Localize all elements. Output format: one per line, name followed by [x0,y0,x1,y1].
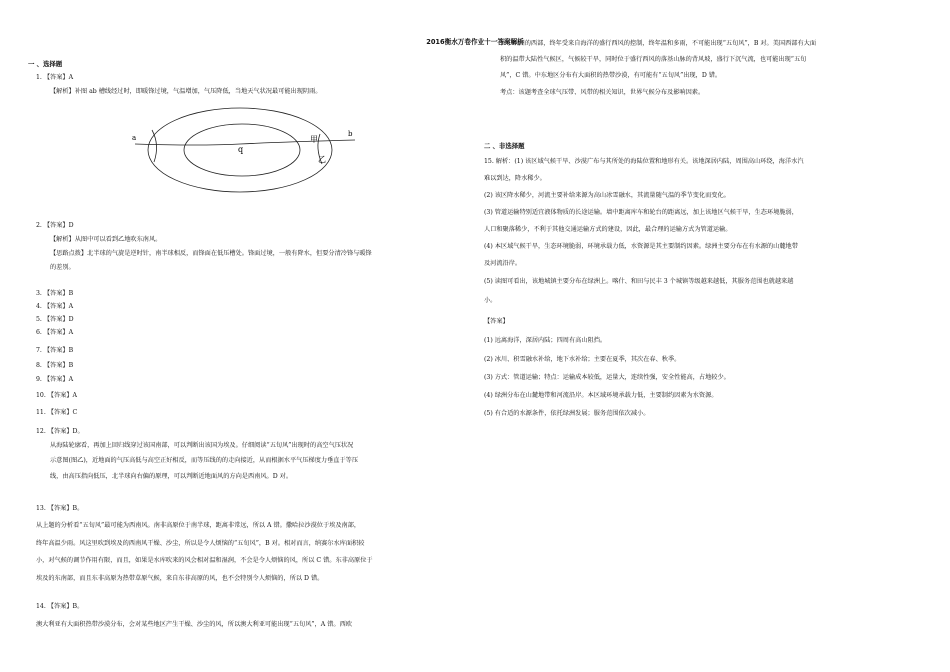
left-line: 【解析】补图 ab 槽线经过时，即暖锋过境，气温增加，气压降低，当地天气状况最可能出现阴雨。 [50,88,322,95]
right-line: (5) 有合适的水源条件，依托绿洲发展；服务范围依次减小。 [484,410,650,417]
left-line: 11. 【答案】C [36,409,78,416]
right-line: 风”，C 错。中东地区分布有大面积的热带沙漠，有可能有“五旬风”出现，D 错。 [500,72,722,79]
left-line: 从上题的分析看“五旬风”最可能为西南风。南非高原位于南半球，距离非常远，所以 A 错。撒哈拉沙漠位于埃及南部， [36,522,361,529]
left-line: 7. 【答案】B [36,347,74,354]
right-line: 及河流沿岸。 [484,260,522,267]
label-yi: 乙 [318,155,326,164]
right-line: 15. 解析：(1) 该区域气候干旱、沙漠广布与其所处的海陆位置和地形有关。该地深居内陆，周围高山环绕，海洋水汽 [484,158,804,165]
left-line: 【解析】从图中可以看到乙地吹东南风。 [50,236,162,243]
right-line: (4) 绿洲分布在山麓地带和河流沿岸。本区域环境承载力低，主要制约因素为水资源。 [484,392,718,399]
label-center: q [238,145,244,154]
label-b: b [348,130,353,138]
section-heading: 一 、选择题 [28,60,63,68]
front-a-curve [152,130,157,162]
right-line: 【答案】 [484,318,509,325]
left-line: 从海陆轮廓看，再加上回归线穿过该国南部，可以判断出该国为埃及。仔细阅读“五旬风”出现时的高空气压状况 [50,442,354,449]
left-line: 澳大利亚有大面积热带沙漠分布，会对某些地区产生干燥、沙尘的风，所以澳大利亚可能出现“五旬风”，A 错。西欧 [36,621,352,628]
right-line: (1) 远离海洋，深居内陆；四周有高山阻挡。 [484,337,607,344]
left-line: 线，由高压指向低压，北半球向右偏的原理，可以判断近地面风的方向是西南风。D 对。 [50,473,293,480]
right-line: 考点：该题考查全球气压带、风带的相关知识，世界气候分布及影响因素。 [500,89,705,96]
right-line: (3) 方式：管道运输；特点：运输成本较低，运量大，连续性强，安全性能高，占地较少。 [484,374,730,381]
right-line: 积的温带大陆性气候区，气候较干旱，同时位于盛行西风的落基山脉的背风坡，盛行下沉气流，也可能出现“五旬 [500,56,807,63]
left-line: 4. 【答案】A [36,303,74,310]
right-line: (2) 冰川、积雪融水补给，地下水补给；主要在夏季，其次在春、秋季。 [484,356,681,363]
right-line: (2) 该区降水稀少，河流主要补给来源为高山冰雪融水，其流量随气温的季节变化而变化。 [484,192,730,199]
label-a: a [132,134,137,142]
right-line: 位于欧洲的西部，终年受来自海洋的盛行西风的控制，终年温和多雨，不可能出现“五旬风”，B 对。美国西部有大面 [500,40,817,47]
left-line: 埃及的东南部，而且东非高原为热带草原气候，来自东非高原的风，也不会特别令人烦恼的，所以 D 错。 [36,575,324,582]
label-jia: 甲 [310,135,318,144]
left-line: 的差别。 [50,264,75,271]
right-line: (3) 管道运输特别适宜液体物质的长途运输。墙中距离库车和轮台的距离远，加上该地区气候干旱，生态环境脆弱， [484,209,798,216]
weather-diagram [130,100,360,200]
left-line: 8. 【答案】B [36,362,74,369]
left-line: 12. 【答案】D。 [36,428,84,435]
right-line: (5) 读图可看出，该地城镇主要分布在绿洲上。喀什、和田与民丰 3 个城镇等级越来越低，其服务范围也就越来越 [484,278,794,285]
right-line: (4) 本区域气候干旱，生态环境脆弱，环境承载力低，水资源是其主要制约因素。绿洲主要分布在有水源的山麓地带 [484,243,798,250]
left-line: 【思路点拨】北半球的气旋是逆时针，南半球相反，而锋面在低压槽处。锋面过境，一般有降水，但要分清冷锋与暖锋 [50,250,372,257]
left-line: 小，对气候的调节作用有限，而且，如果是水库吹来的风会相对温和湿润，不会是令人烦恼的风，所以 C 错。东非高原位于 [36,557,373,564]
section-heading: 二 、非选择题 [484,142,525,150]
left-line: 1. 【答案】A [36,74,74,81]
left-line: 3. 【答案】B [36,290,74,297]
trough-line-ab [135,140,355,145]
right-line: 难以到达，降水稀少。 [484,175,546,182]
left-line: 13. 【答案】B。 [36,505,84,512]
page-title: 2016衡水万卷作业十一答案解析 [426,38,524,46]
left-line: 终年高温少雨。风这里吹到埃及的西南风干燥、沙尘，所以是令人烦恼的“五旬风”，B 对。相对而言，纳赛尔水库面积较 [36,540,365,547]
left-line: 9. 【答案】A [36,376,74,383]
left-line: 5. 【答案】D [36,316,74,323]
left-line: 6. 【答案】A [36,329,74,336]
left-line: 示意图(图乙)，近地面的气压高低与高空正好相反，而等压线的的走向接近，从而根据水平气压梯度力垂直于等压 [50,457,359,464]
left-line: 14. 【答案】B。 [36,603,84,610]
right-line: 小。 [484,297,497,304]
right-line: 人口和聚落稀少，不利于其他交通运输方式的建设，因此，最合理的运输方式为管道运输。 [484,226,732,233]
left-line: 10. 【答案】A [36,392,78,399]
left-line: 2. 【答案】D [36,222,74,229]
